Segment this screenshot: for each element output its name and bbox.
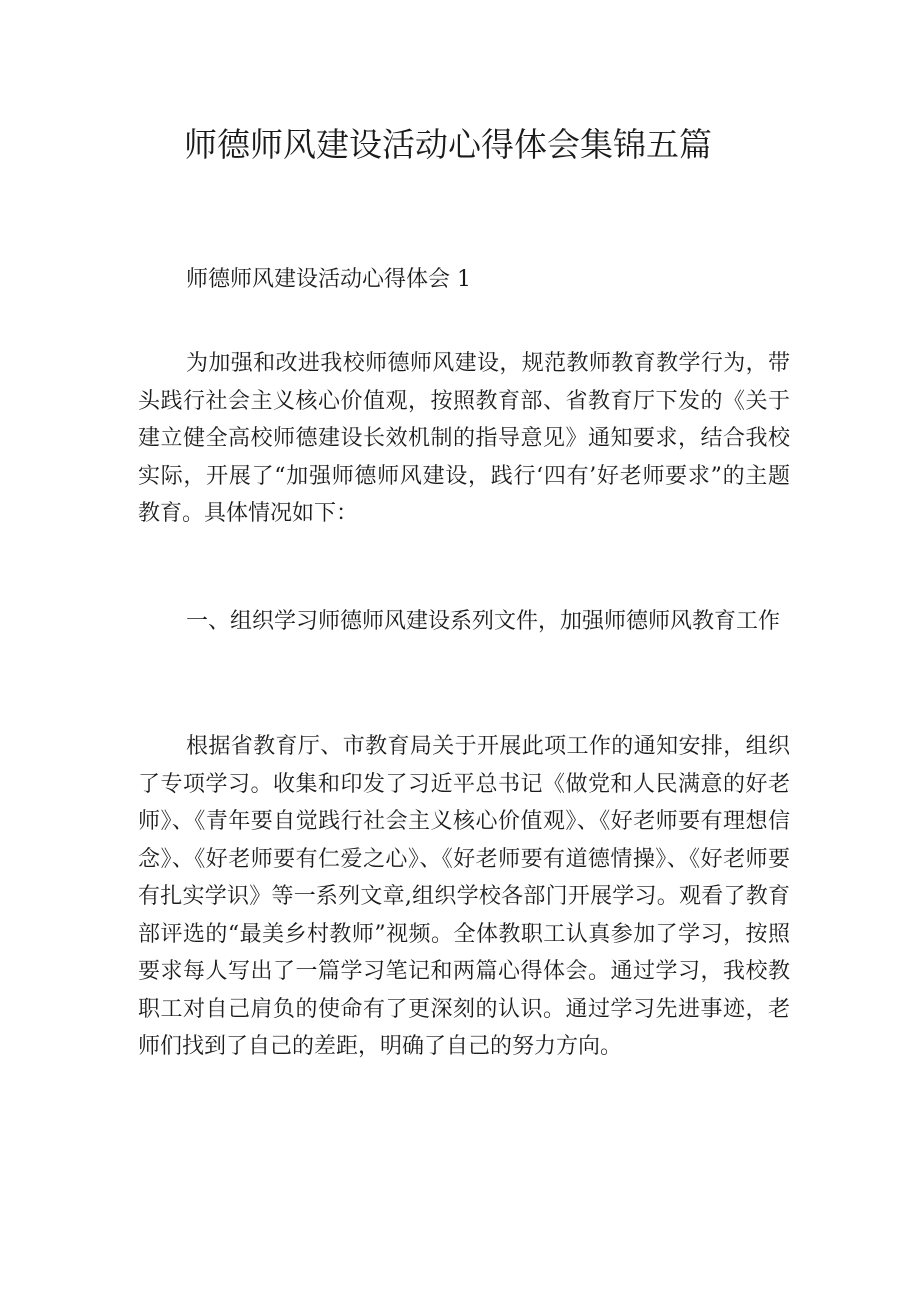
subsection-heading-paragraph: 一、组织学习师德师风建设系列文件，加强师德师风教育工作 [186, 609, 781, 634]
body-paragraph: 根据省教育厅、市教育局关于开展此项工作的通知安排，组织了专项学习。收集和印发了习近平总书记《做党和人民满意的好老师》、《青年要自觉践行社会主义核心价值观》、《好老师要有理想信念》、《好老师要有仁爱之心》、《好老师要有道德情操》、《好老师要有扎实学识》等一系列文章,组织学校各部门开展学习。观看了教育部评选的“最美乡村教师”视频。全体教职工认真参加了学习，按照要求每人写出了一篇学习笔记和两篇心得体会。通过学习，我校教职工对自己肩负的使命有了更深刻的认识。通过学习先进事迹，老师们找到了自己的差距，明确了自己的努力方向。 [138, 734, 790, 1059]
intro-paragraph: 为加强和改进我校师德师风建设，规范教师教育教学行为，带头践行社会主义核心价值观，按照教育部、省教育厅下发的《关于建立健全高校师德建设长效机制的指导意见》通知要求，结合我校实际，开展了“加强师德师风建设，践行‘四有’好老师要求”的主题教育。具体情况如下： [138, 351, 790, 526]
section-heading: 师德师风建设活动心得体会 1 [186, 267, 471, 292]
document-title: 师德师风建设活动心得体会集锦五篇 [184, 125, 712, 164]
